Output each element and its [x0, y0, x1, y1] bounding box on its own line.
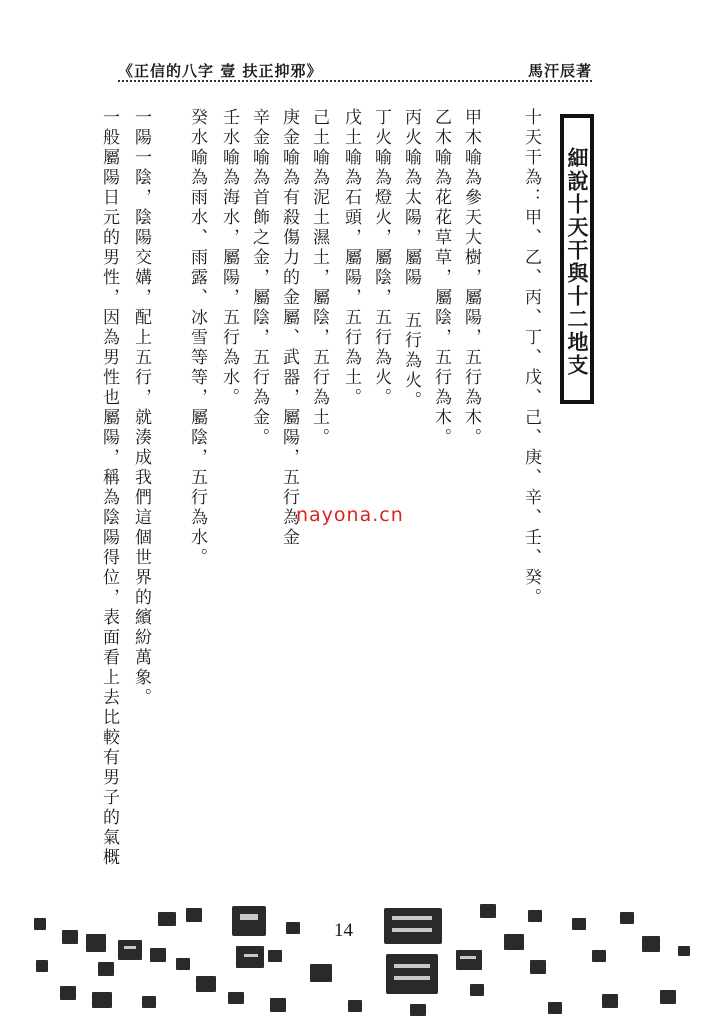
text-column: 庚金喻為有殺傷力的金屬、武器，屬陽，五行為金	[279, 108, 299, 548]
author-name: 馬汗辰著	[527, 62, 592, 80]
text-column: 辛金喻為首飾之金，屬陰，五行為金。	[249, 108, 269, 448]
text-column: 戊土喻為石頭，屬陽，五行為土。	[341, 108, 361, 408]
text-column: 壬水喻為海水，屬陽，五行為水。	[219, 108, 239, 408]
text-column: 一般屬陽日元的男性，因為男性也屬陽，稱為陰陽得位，表面看上去比較有男子的氣概	[99, 108, 119, 868]
header-divider	[118, 80, 592, 82]
text-column: 十天干為：甲、乙、丙、丁、戊、己、庚、辛、壬、癸。	[521, 108, 541, 608]
text-column: 癸水喻為雨水、雨露、冰雪等等，屬陰，五行為水。	[187, 108, 207, 568]
text-column: 甲木喻為參天大樹，屬陽，五行為木。	[461, 108, 481, 448]
section-heading: 細說十天干與十二地支	[560, 114, 594, 404]
text-column: 丙火喻為太陽，屬陽 五行為火。	[401, 108, 421, 411]
page-number: 14	[334, 920, 353, 941]
text-column: 己土喻為泥土濕土，屬陰，五行為土。	[309, 108, 329, 448]
site-watermark: nayona.cn	[296, 504, 404, 526]
text-column: 一陽一陰，陰陽交媾，配上五行，就湊成我們這個世界的繽紛萬象。	[131, 108, 151, 708]
book-title: 《正信的八字 壹 扶正抑邪》	[118, 62, 323, 80]
text-column: 乙木喻為花花草草，屬陰，五行為木。	[431, 108, 451, 448]
text-column: 丁火喻為燈火，屬陰，五行為火。	[371, 108, 391, 408]
